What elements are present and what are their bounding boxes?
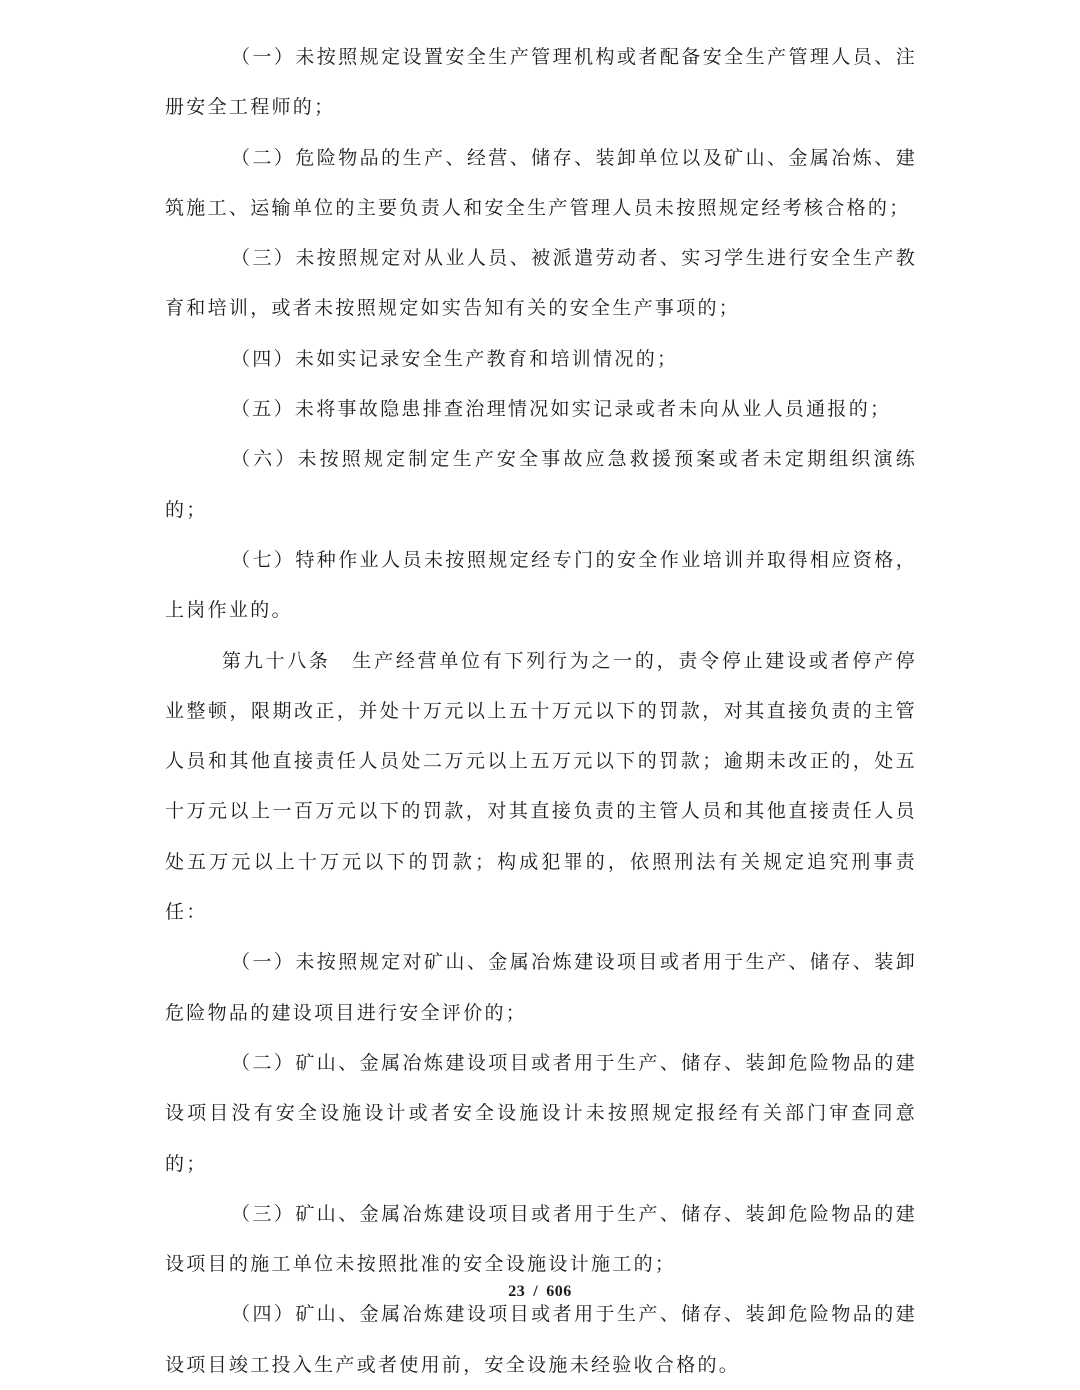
clause-paragraph: （一）未按照规定对矿山、金属冶炼建设项目或者用于生产、储存、装卸危险物品的建设项目进行安全评价的； (165, 951, 917, 1024)
clause-paragraph: （六）未按照规定制定生产安全事故应急救援预案或者未定期组织演练的； (165, 448, 917, 521)
page-separator: / (533, 1283, 539, 1300)
clause-paragraph: （三）未按照规定对从业人员、被派遣劳动者、实习学生进行安全生产教育和培训，或者未按照规定如实告知有关的安全生产事项的； (165, 247, 917, 320)
clause-paragraph: （四）未如实记录安全生产教育和培训情况的； (231, 347, 679, 370)
page-number-footer (0, 1283, 1080, 1301)
current-page-number: 23 (508, 1283, 526, 1300)
article-paragraph: 第九十八条 生产经营单位有下列行为之一的，责令停止建设或者停产停业整顿，限期改正，并处十万元以上五十万元以下的罚款，对其直接负责的主管人员和其他直接责任人员处二万元以上五万元以下的罚款；逾期未改正的，处五十万元以上一百万元以下的罚款，对其直接负责的主管人员和其他直接责任人员处五万元以上十万元以下的罚款；构成犯罪的，依照刑法有关规定追究刑事责任： (165, 649, 917, 924)
clause-paragraph: （七）特种作业人员未按照规定经专门的安全作业培训并取得相应资格，上岗作业的。 (165, 548, 917, 622)
total-pages-number: 606 (546, 1283, 572, 1300)
clause-paragraph: （一）未按照规定设置安全生产管理机构或者配备安全生产管理人员、注册安全工程师的； (165, 46, 917, 119)
clause-paragraph: （二）矿山、金属冶炼建设项目或者用于生产、储存、装卸危险物品的建设项目没有安全设施设计或者安全设施设计未按照规定报经有关部门审查同意的； (165, 1051, 917, 1175)
clause-paragraph: （四）矿山、金属冶炼建设项目或者用于生产、储存、装卸危险物品的建设项目竣工投入生产或者使用前，安全设施未经验收合格的。 (165, 1303, 917, 1376)
document-body (165, 32, 917, 1390)
clause-paragraph: （三）矿山、金属冶炼建设项目或者用于生产、储存、装卸危险物品的建设项目的施工单位未按照批准的安全设施设计施工的； (165, 1202, 917, 1276)
clause-paragraph: （二）危险物品的生产、经营、储存、装卸单位以及矿山、金属冶炼、建筑施工、运输单位的主要负责人和安全生产管理人员未按照规定经考核合格的； (165, 146, 917, 219)
clause-paragraph: （五）未将事故隐患排查治理情况如实记录或者未向从业人员通报的； (231, 398, 892, 421)
